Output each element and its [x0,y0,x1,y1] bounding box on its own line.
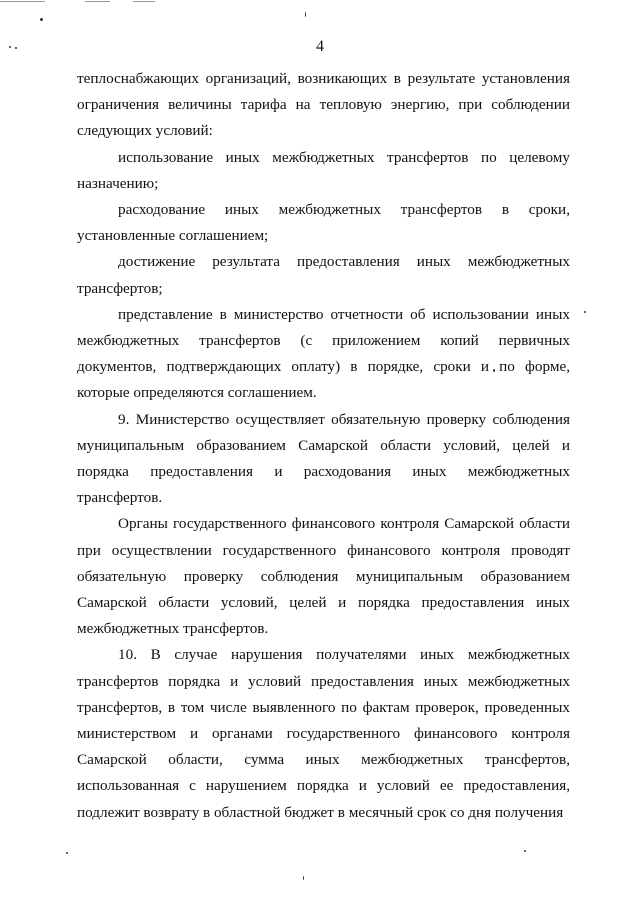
paragraph-condition-deadlines: расходование иных межбюджетных трансфертов в сроки, установленные соглашением; [77,201,570,245]
document-body [77,66,570,826]
scan-speck [524,850,526,852]
paragraph-clause-9: 9. Министерство осуществляет обязательную проверку соблюдения муниципальным образованием Самарской области условий, целей и порядка предоставления и расходования иных межбюджетных трансфертов. [77,410,570,507]
scan-edge-mark [133,1,155,2]
paragraph-clause-10: 10. В случае нарушения получателями иных межбюджетных трансфертов порядка и условий предоставления иных межбюджетных трансфертов, в том числе выявленного по фактам проверок, проведенных министерством и органами государственного финансового контроля Самарской области, сумма иных межбюджетных трансфертов, использованная с нарушением порядка и условий ее предоставления, подлежит возврату в областной бюджет в месячный срок со дня получения [77,646,570,821]
scan-speck [40,18,43,21]
paragraph-conditions-intro: теплоснабжающих организаций, возникающих в результате установления ограничения величины тарифа на тепловую энергию, при соблюдении следующих условий: [77,70,570,140]
paragraph-condition-target-use: использование иных межбюджетных трансфертов по целевому назначению; [77,148,570,192]
paragraph-financial-control: Органы государственного финансового контроля Самарской области при осуществлении государственного финансового контроля проводят обязательную проверку соблюдения муниципальным образованием Самарской области условий, целей и порядка предоставления иных межбюджетных трансфертов. [77,515,570,638]
scan-speck [66,852,68,854]
scan-speck [303,876,304,880]
paragraph-condition-result: достижение результата предоставления иных межбюджетных трансфертов; [77,253,570,297]
scan-speck [584,311,586,313]
scan-speck [305,12,306,17]
scan-edge-mark [85,1,110,2]
page-number: 4 [316,38,324,55]
paragraph-condition-reporting: представление в министерство отчетности об использовании иных межбюджетных трансфертов (с приложением копий первичных документов, подтверждающих оплату) в порядке, сроки и по форме, которые определяются соглашением. [77,305,570,402]
scan-edge-mark [0,1,45,2]
